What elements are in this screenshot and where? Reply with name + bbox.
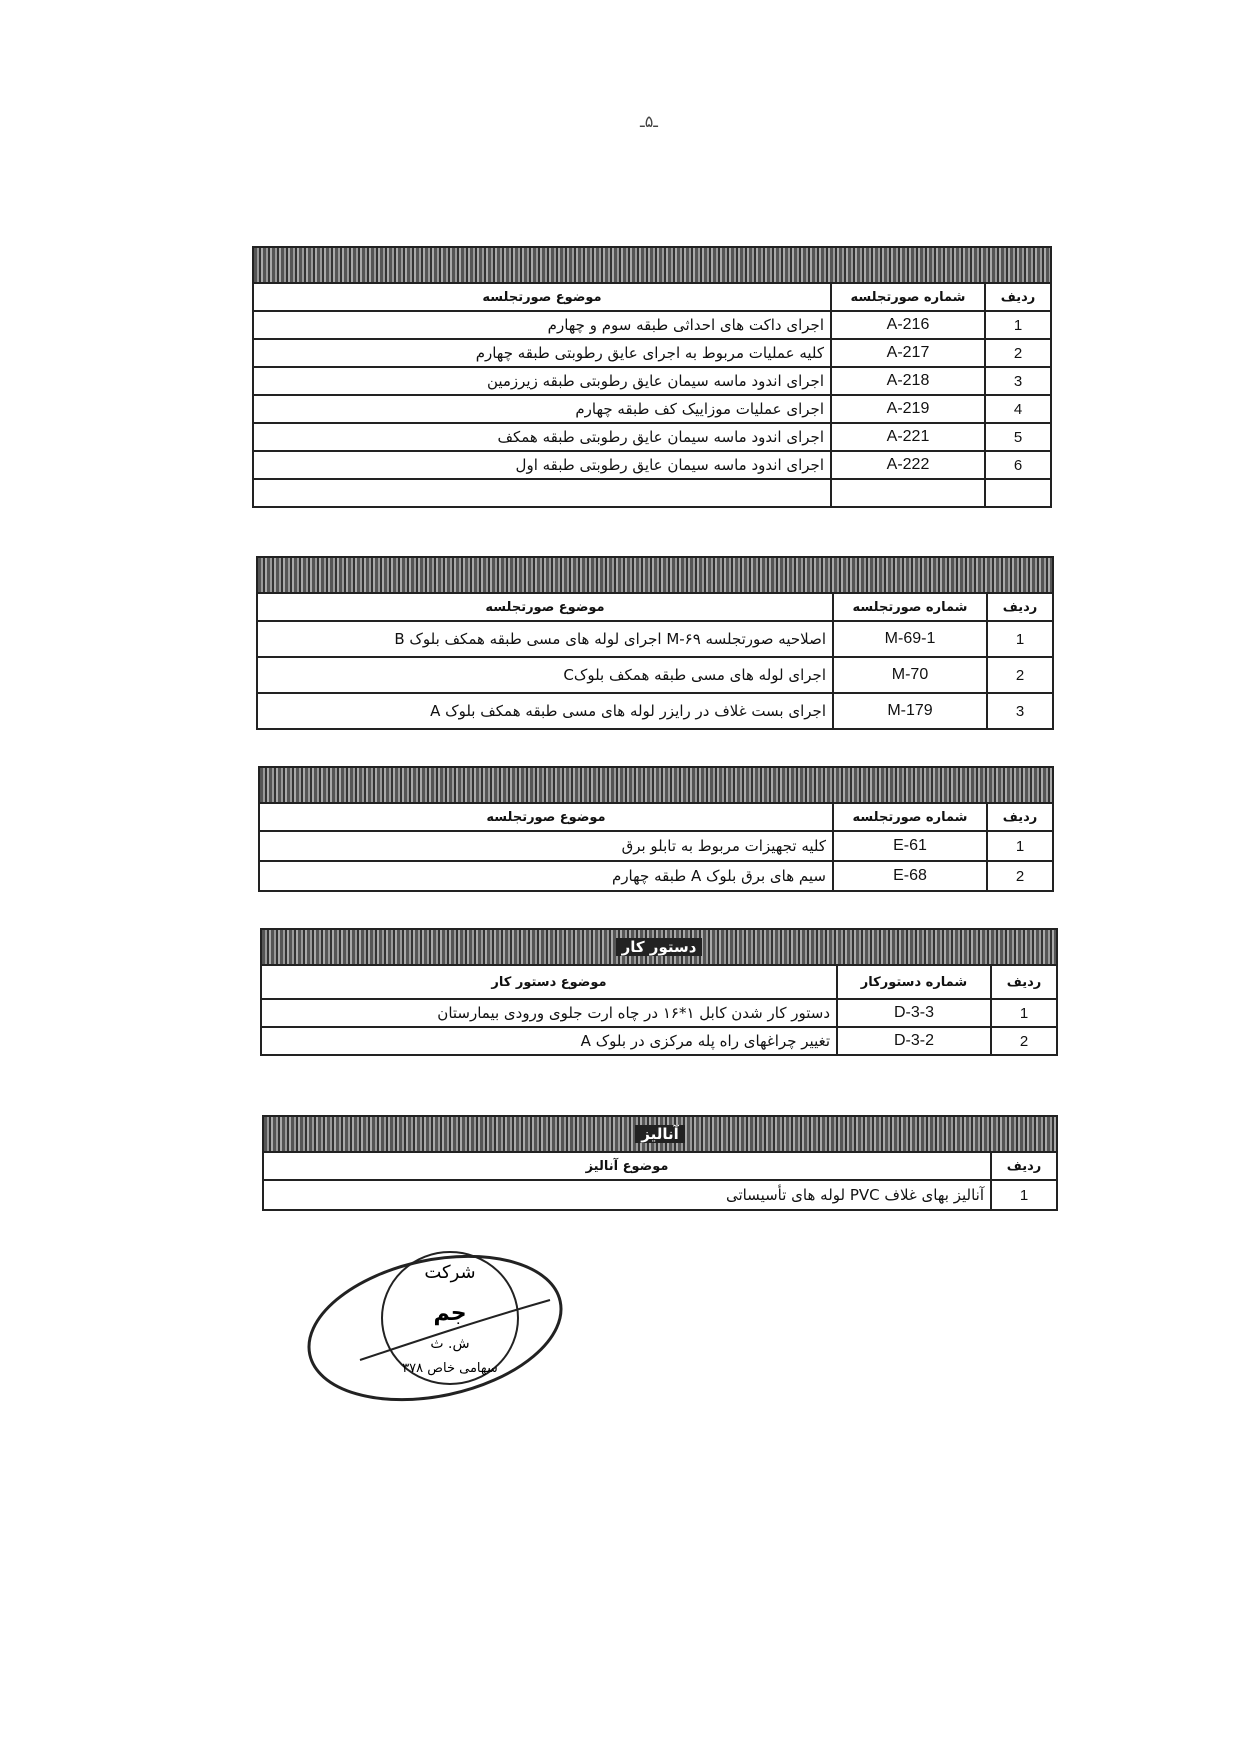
table-4-header-bar xyxy=(260,928,1058,964)
row-code: A-221 xyxy=(831,423,985,451)
row-code: E-68 xyxy=(833,861,987,891)
row-subject: آنالیز بهای غلاف PVC لوله های تأسیساتی xyxy=(263,1180,991,1210)
row-subject xyxy=(253,479,831,507)
header-subject: موضوع صورتجلسه xyxy=(257,593,833,621)
table-5-header-bar xyxy=(262,1115,1058,1151)
row-number: 6 xyxy=(985,451,1051,479)
stamp-text-2: جم xyxy=(433,1301,467,1326)
row-code: D-3-3 xyxy=(837,999,991,1027)
table-row xyxy=(253,395,1051,423)
header-code: شماره صورتجلسه xyxy=(831,283,985,311)
row-subject: کلیه عملیات مربوط به اجرای عایق رطوبتی طبقه چهارم xyxy=(253,339,831,367)
row-code: M-69-1 xyxy=(833,621,987,657)
table-5-bar-title: آنالیز xyxy=(635,1125,685,1143)
row-number: 3 xyxy=(985,367,1051,395)
row-subject: اجرای بست غلاف در رایزر لوله های مسی طبقه همکف بلوک A xyxy=(257,693,833,729)
table-row-empty xyxy=(253,479,1051,507)
table-row xyxy=(257,657,1053,693)
table-row xyxy=(263,1180,1057,1210)
header-subject: موضوع آنالیز xyxy=(263,1152,991,1180)
row-number xyxy=(985,479,1051,507)
table-row xyxy=(257,693,1053,729)
row-number: 4 xyxy=(985,395,1051,423)
row-number: 5 xyxy=(985,423,1051,451)
header-row-number: ردیف xyxy=(991,965,1057,999)
table-3-header-bar xyxy=(258,766,1054,802)
table-4 xyxy=(260,964,1058,1056)
row-subject: اجرای داکت های احداثی طبقه سوم و چهارم xyxy=(253,311,831,339)
table-row xyxy=(261,1027,1057,1055)
row-subject: اجرای اندود ماسه سیمان عایق رطوبتی طبقه زیرزمین xyxy=(253,367,831,395)
row-subject: اجرای اندود ماسه سیمان عایق رطوبتی طبقه همکف xyxy=(253,423,831,451)
table-header-row xyxy=(263,1152,1057,1180)
table-row xyxy=(257,621,1053,657)
row-code: M-179 xyxy=(833,693,987,729)
table-row xyxy=(259,861,1053,891)
row-code: A-219 xyxy=(831,395,985,423)
company-stamp xyxy=(300,1240,570,1410)
row-subject: سیم های برق بلوک A طبقه چهارم xyxy=(259,861,833,891)
stamp-text-1: شرکت xyxy=(424,1262,476,1283)
table-row xyxy=(261,999,1057,1027)
row-code: D-3-2 xyxy=(837,1027,991,1055)
row-code: A-217 xyxy=(831,339,985,367)
row-code: A-216 xyxy=(831,311,985,339)
row-number: 2 xyxy=(987,861,1053,891)
row-subject: اجرای لوله های مسی طبقه همکف بلوکC xyxy=(257,657,833,693)
row-code: A-218 xyxy=(831,367,985,395)
header-subject: موضوع صورتجلسه xyxy=(259,803,833,831)
table-4-bar-title: دستور کار xyxy=(616,938,703,956)
table-row xyxy=(253,367,1051,395)
header-row-number: ردیف xyxy=(987,803,1053,831)
row-number: 3 xyxy=(987,693,1053,729)
table-header-row xyxy=(253,283,1051,311)
row-number: 2 xyxy=(987,657,1053,693)
header-code: شماره صورتجلسه xyxy=(833,803,987,831)
header-code: شماره دستورکار xyxy=(837,965,991,999)
table-block-4 xyxy=(260,928,1058,1056)
row-code: E-61 xyxy=(833,831,987,861)
row-code xyxy=(831,479,985,507)
row-subject: کلیه تجهیزات مربوط به تابلو برق xyxy=(259,831,833,861)
row-subject: اجرای عملیات موزاییک کف طبقه چهارم xyxy=(253,395,831,423)
row-number: 1 xyxy=(991,999,1057,1027)
table-header-row xyxy=(261,965,1057,999)
row-code: M-70 xyxy=(833,657,987,693)
table-block-3 xyxy=(258,766,1054,892)
table-2-header-bar xyxy=(256,556,1054,592)
row-subject: دستور کار شدن کابل ۱*۱۶ در چاه ارت جلوی ورودی بیمارستان xyxy=(261,999,837,1027)
stamp-text-4: سهامی خاص ۳۷۸ xyxy=(402,1361,498,1376)
table-3 xyxy=(258,802,1054,892)
table-1 xyxy=(252,282,1052,508)
table-block-2 xyxy=(256,556,1054,730)
table-5 xyxy=(262,1151,1058,1211)
header-subject: موضوع صورتجلسه xyxy=(253,283,831,311)
table-header-row xyxy=(257,593,1053,621)
table-row xyxy=(253,423,1051,451)
page-mark: ـ۵ـ xyxy=(640,112,658,131)
header-row-number: ردیف xyxy=(985,283,1051,311)
row-subject: اجرای اندود ماسه سیمان عایق رطوبتی طبقه اول xyxy=(253,451,831,479)
row-number: 1 xyxy=(987,621,1053,657)
header-code: شماره صورتجلسه xyxy=(833,593,987,621)
table-row xyxy=(253,311,1051,339)
table-row xyxy=(253,339,1051,367)
table-header-row xyxy=(259,803,1053,831)
header-subject: موضوع دستور کار xyxy=(261,965,837,999)
row-number: 2 xyxy=(991,1027,1057,1055)
row-number: 2 xyxy=(985,339,1051,367)
row-subject: تغییر چراغهای راه پله مرکزی در بلوک A xyxy=(261,1027,837,1055)
row-number: 1 xyxy=(991,1180,1057,1210)
table-block-5 xyxy=(262,1115,1058,1211)
header-row-number: ردیف xyxy=(991,1152,1057,1180)
table-1-header-bar xyxy=(252,246,1052,282)
header-row-number: ردیف xyxy=(987,593,1053,621)
table-block-1 xyxy=(252,246,1052,508)
table-row xyxy=(259,831,1053,861)
stamp-text-3: ش. ث xyxy=(430,1336,470,1352)
table-row xyxy=(253,451,1051,479)
row-number: 1 xyxy=(985,311,1051,339)
row-code: A-222 xyxy=(831,451,985,479)
row-subject: اصلاحیه صورتجلسه M-۶۹ اجرای لوله های مسی طبقه همکف بلوک B xyxy=(257,621,833,657)
row-number: 1 xyxy=(987,831,1053,861)
table-2 xyxy=(256,592,1054,730)
